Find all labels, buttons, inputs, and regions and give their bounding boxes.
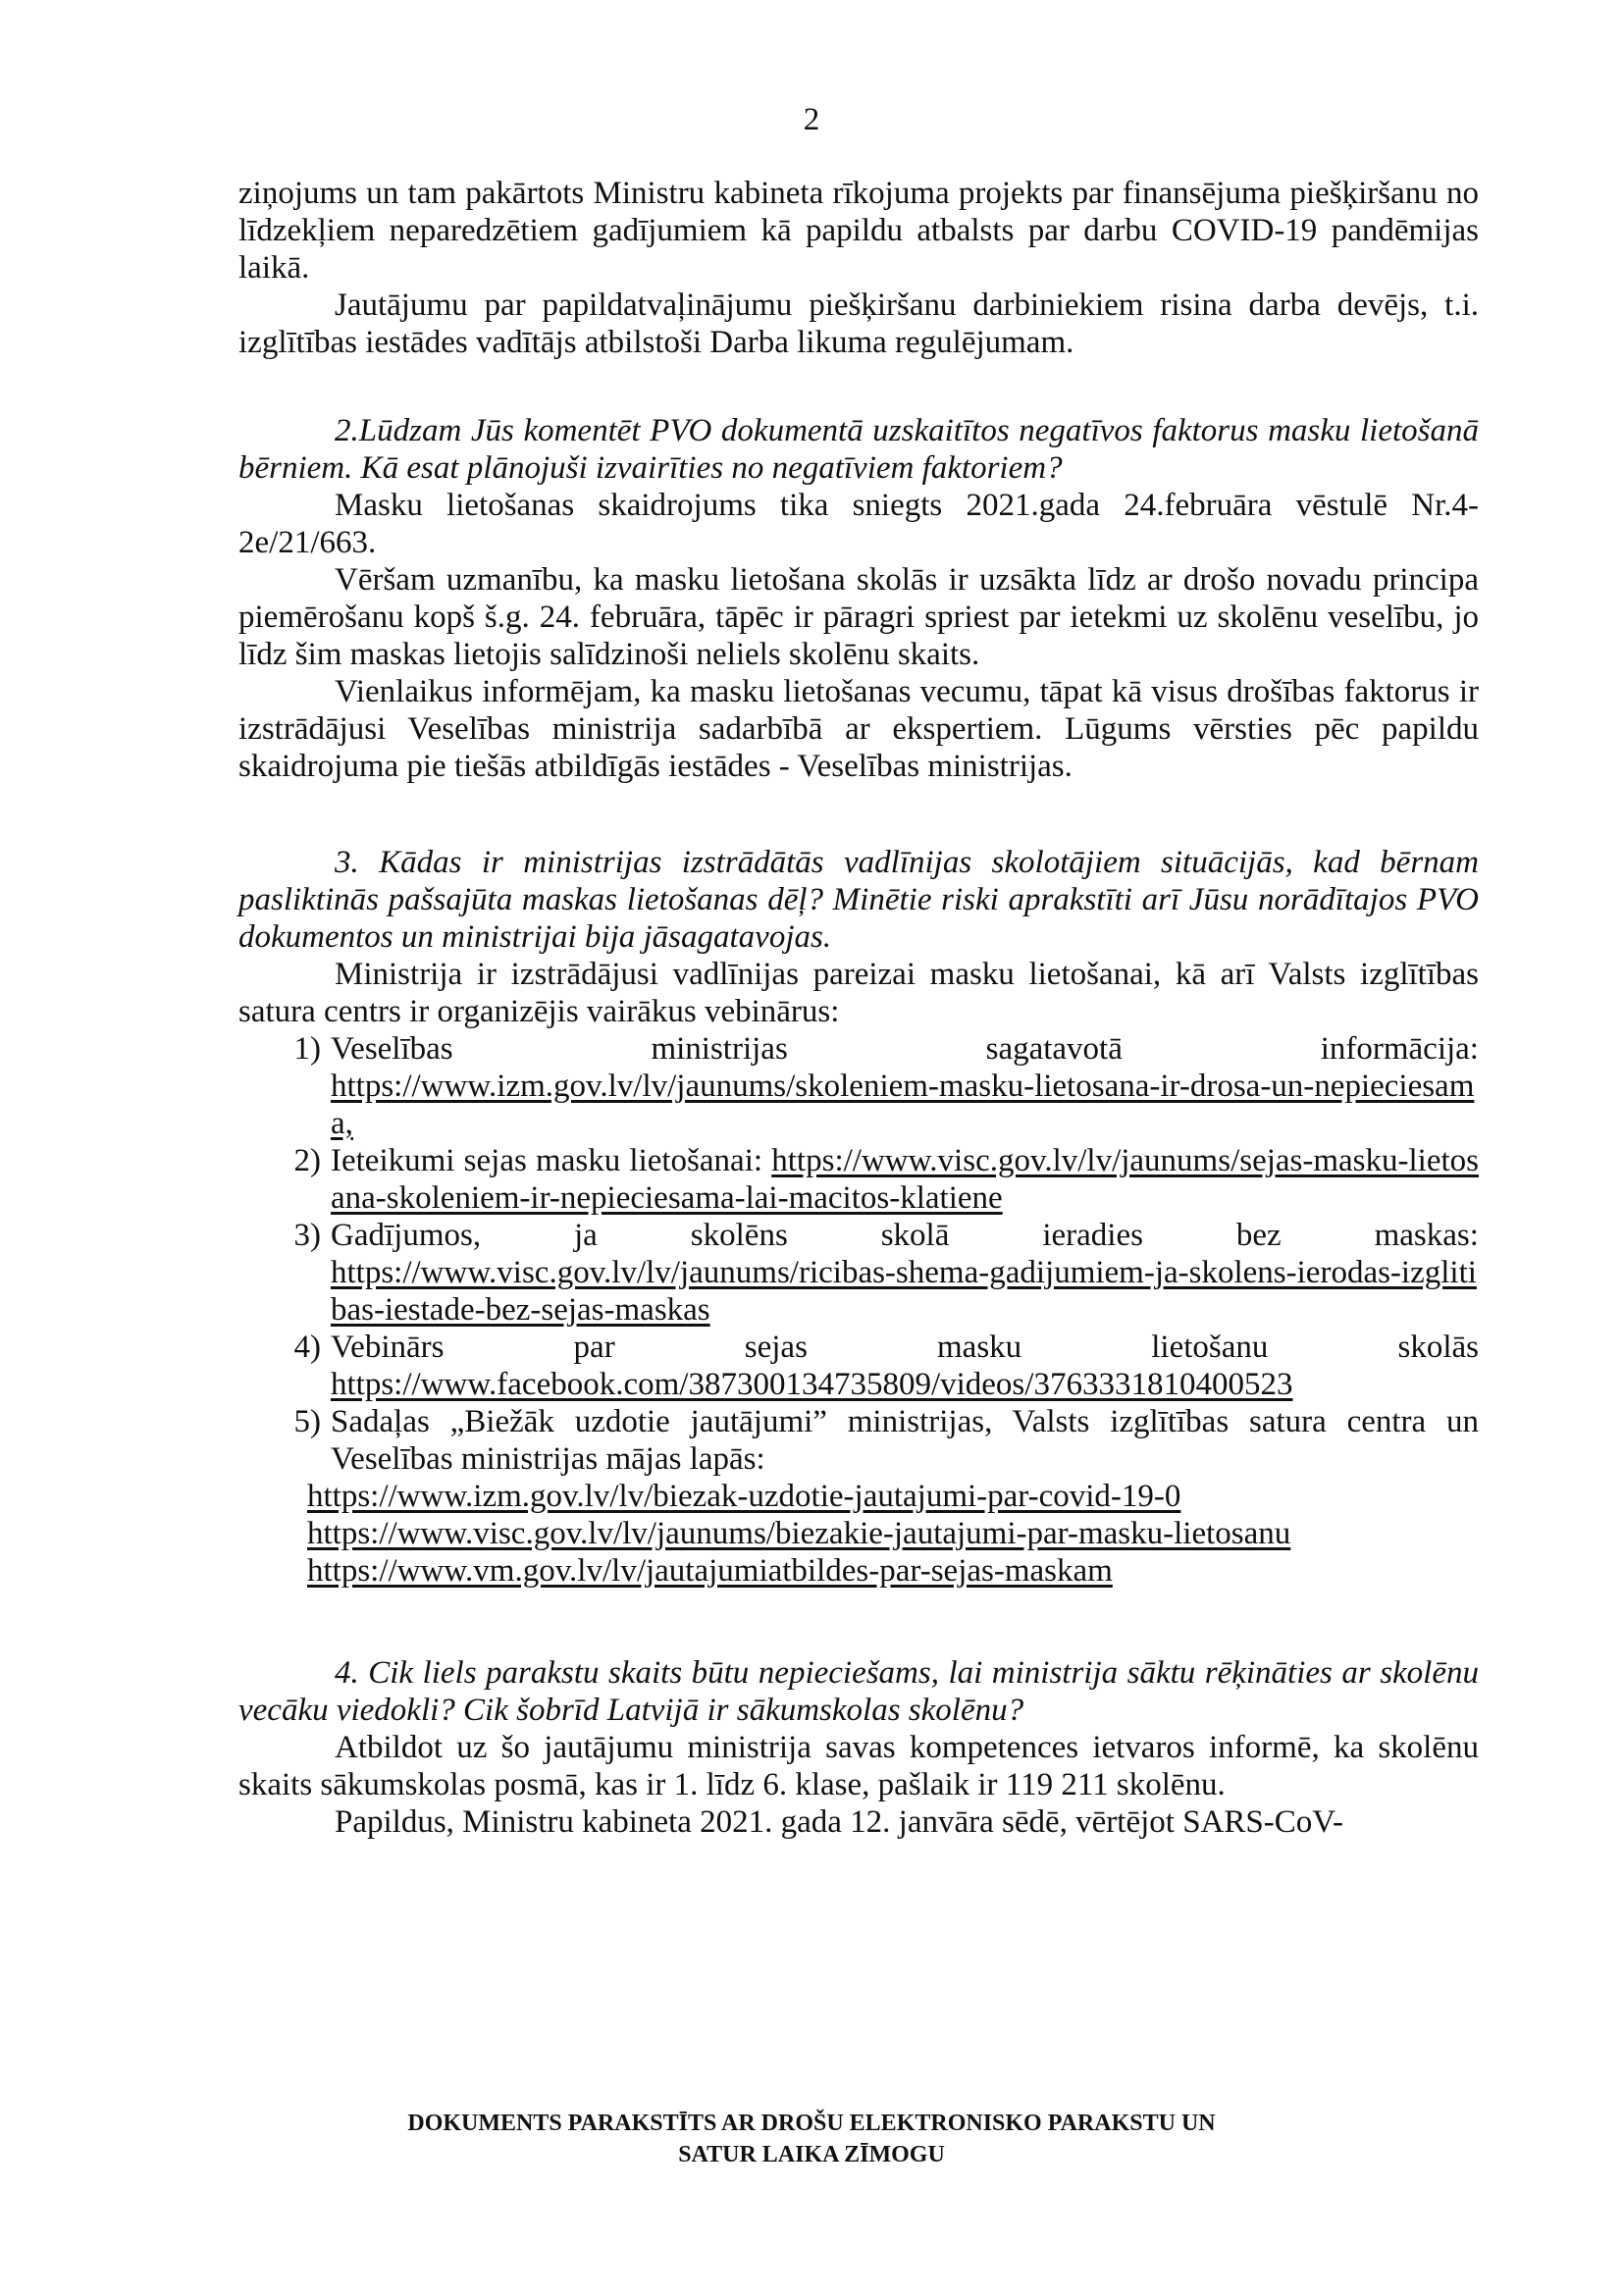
list-number: 5) <box>293 1404 321 1439</box>
list-number: 4) <box>293 1330 321 1365</box>
list-number: 2) <box>293 1143 321 1178</box>
question-3: 3. Kādas ir ministrijas izstrādātās vadlīnijas skolotājiem situācijās, kad bērnam pasliktinās pašsajūta maskas lietošanas dēļ? Minētie riski aprakstīti arī Jūsu norādītajos PVO dokumentos un ministrijai bija jāsagatavojas. <box>238 845 1479 955</box>
item-lead: Ieteikumi sejas masku lietošanai: <box>331 1143 763 1178</box>
answer-3-intro: Ministrija ir izstrādājusi vadlīnijas pareizai masku lietošanai, kā arī Valsts izglītības satura centrs ir organizējis vairākus vebinārus: <box>238 957 1479 1029</box>
item-lead: Gadījumos, ja skolēns skolā ieradies bez maskas: <box>331 1218 1479 1253</box>
signature-notice <box>0 2108 1623 2170</box>
link-visc-no-mask-scheme[interactable]: https://www.visc.gov.lv/lv/jaunums/ricibas-shema-gadijumiem-ja-skolens-ierodas-izglitibas-iestade-bez-sejas-maskas <box>331 1255 1477 1328</box>
paragraph-continuation: ziņojums un tam pakārtots Ministru kabineta rīkojuma projekts par finansējuma piešķiršanu no līdzekļiem neparedzētiem gadījumiem kā papildu atbalsts par darbu COVID-19 pandēmijas laikā. <box>238 176 1479 286</box>
guidelines-list <box>238 1030 1479 1590</box>
list-item <box>238 1142 1479 1217</box>
item-lead: Veselības ministrijas sagatavotā informācija: <box>331 1031 1479 1067</box>
page-number: 2 <box>803 102 820 137</box>
answer-4-cabinet: Papildus, Ministru kabineta 2021. gada 12. janvāra sēdē, vērtējot SARS-CoV- <box>335 1804 1344 1840</box>
letter-body <box>238 175 1479 1841</box>
list-item <box>238 1217 1479 1329</box>
link-visc-mask-recommendations[interactable]: https://www.visc.gov.lv/lv/jaunums/sejas-masku-lietosana-skoleniem-ir-nepieciesama-lai-macitos-klatiene <box>331 1143 1480 1216</box>
answer-2-attention: Vēršam uzmanību, ka masku lietošana skolās ir uzsākta līdz ar drošo novadu principa piemērošanu kopš š.g. 24. februāra, tāpēc ir pāragri spriest par ietekmi uz skolēnu veselību, jo līdz šim maskas lietojis salīdzinoši neliels skolēnu skaits. <box>238 562 1479 672</box>
link-visc-faq[interactable]: https://www.visc.gov.lv/lv/jaunums/biezakie-jautajumi-par-masku-lietosanu <box>307 1516 1291 1551</box>
item-lead: Sadaļas „Biežāk uzdotie jautājumi” ministrijas, Valsts izglītības satura centra un Veselības ministrijas mājas lapās: <box>331 1404 1479 1477</box>
link-facebook-webinar[interactable]: https://www.facebook.com/387300134735809/videos/3763331810400523 <box>331 1367 1293 1402</box>
list-number: 3) <box>293 1218 321 1253</box>
link-izm-masks[interactable]: https://www.izm.gov.lv/lv/jaunums/skoleniem-masku-lietosana-ir-drosa-un-nepieciesama, <box>331 1069 1475 1141</box>
link-vm-faq[interactable]: https://www.vm.gov.lv/lv/jautajumiatbildes-par-sejas-maskam <box>307 1553 1113 1589</box>
item-lead: Vebinārs par sejas masku lietošanu skolās <box>331 1330 1479 1365</box>
question-4: 4. Cik liels parakstu skaits būtu nepieciešams, lai ministrija sāktu rēķināties ar skolēnu vecāku viedokli? Cik šobrīd Latvijā ir sākumskolas skolēnu? <box>238 1655 1479 1728</box>
paragraph-leave: Jautājumu par papildatvaļinājumu piešķiršanu darbiniekiem risina darba devējs, t.i. izglītības iestādes vadītājs atbilstoši Darba likuma regulējumam. <box>238 287 1479 360</box>
list-item <box>238 1030 1479 1142</box>
link-izm-faq[interactable]: https://www.izm.gov.lv/lv/biezak-uzdotie-jautajumi-par-covid-19-0 <box>307 1479 1181 1514</box>
list-number: 1) <box>293 1031 321 1067</box>
signature-notice-line-1: DOKUMENTS PARAKSTĪTS AR DROŠU ELEKTRONISKO PARAKSTU UN <box>407 2111 1216 2136</box>
answer-2-mask-explanation: Masku lietošanas skaidrojums tika sniegts 2021.gada 24.februāra vēstulē Nr.4-2e/21/663. <box>238 488 1479 560</box>
question-2: 2.Lūdzam Jūs komentēt PVO dokumentā uzskaitītos negatīvos faktorus masku lietošanā bērniem. Kā esat plānojuši izvairīties no negatīviem faktoriem? <box>238 413 1479 486</box>
answer-2-health-ministry: Vienlaikus informējam, ka masku lietošanas vecumu, tāpat kā visus drošības faktorus ir izstrādājusi Veselības ministrija sadarbībā ar ekspertiem. Lūgums vērsties pēc papildu skaidrojuma pie tiešās atbildīgās iestādes - Veselības ministrijas. <box>238 674 1479 784</box>
list-item <box>238 1329 1479 1403</box>
answer-4-pupil-count: Atbildot uz šo jautājumu ministrija savas kompetences ietvaros informē, ka skolēnu skaits sākumskolas posmā, kas ir 1. līdz 6. klase, pašlaik ir 119 211 skolēnu. <box>238 1730 1479 1802</box>
list-item <box>238 1403 1479 1590</box>
signature-notice-line-2: SATUR LAIKA ZĪMOGU <box>678 2142 945 2167</box>
